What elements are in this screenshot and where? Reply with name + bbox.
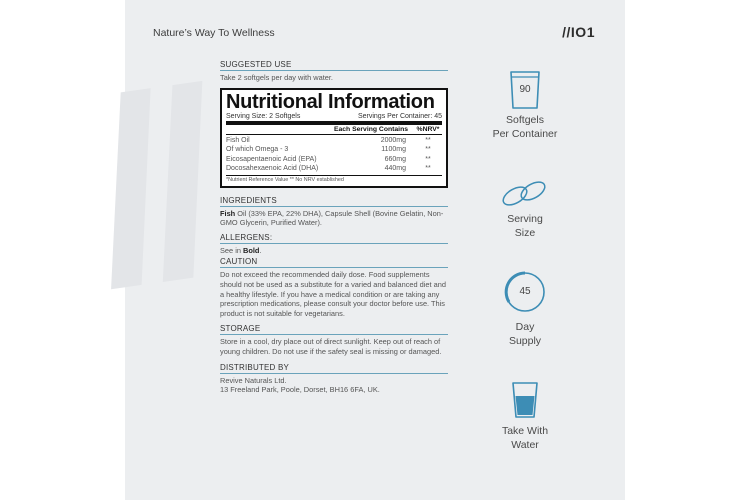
nrv-column-header: %NRV* (416, 125, 440, 133)
distributor-name: Revive Naturals Ltd. (220, 375, 287, 385)
caution-text: Do not exceed the recommended daily dose. Food supplements should not be used as a substitute for a varied and balanced diet and a healthy lifestyle. If you have a medical condition or are taking any prescription medications, please consult your doctor before use. This product is not suitable for vegetarians. (220, 270, 446, 318)
amount-column-header: Each Serving Contains (333, 125, 408, 133)
feature-day-supply (470, 270, 580, 348)
ingredients-section (220, 196, 448, 228)
section-title: CAUTION (220, 257, 448, 268)
allergens-bold: Bold (243, 245, 260, 255)
softgel-capsules-icon (500, 178, 550, 208)
section-text: Take 2 softgels per day with water. (220, 73, 333, 82)
background-logo-watermark: // (75, 38, 220, 340)
feature-label: Water (511, 439, 539, 451)
table-row (226, 164, 442, 174)
brand-logo: //IO1 (562, 24, 595, 40)
right-margin (625, 0, 750, 500)
nutrient-nrv: ** (425, 165, 431, 173)
distributor-section (220, 363, 448, 395)
nutrient-nrv: ** (425, 146, 431, 154)
feature-label: Supply (508, 335, 542, 347)
nutrient-name: Fish Oil (226, 136, 250, 144)
feature-label: Per Container (492, 128, 558, 140)
servings-per-container: Servings Per Container: 45 (357, 112, 442, 120)
ingredients-body: Oil (33% EPA, 22% DHA), Capsule Shell (Bovine Gelatin, Non-GMO Glycerin, Purified Water). (220, 208, 444, 228)
nutrition-title: Nutritional Information (226, 90, 435, 113)
suggested-use-section (220, 60, 448, 83)
caution-section (220, 257, 448, 318)
allergen-bold-text: Fish (220, 208, 236, 218)
feature-label: Take With (501, 425, 549, 437)
nutrition-header-row (226, 125, 442, 135)
storage-text: Store in a cool, dry place out of direct sunlight. Keep out of reach of young children. Do not use if the safety seal is missing or damaged. (220, 337, 442, 356)
distributor-address: 13 Freeland Park, Poole, Dorset, BH16 6FA, UK. (220, 385, 380, 395)
table-row (226, 136, 442, 146)
allergens-text (220, 244, 448, 256)
nrv-footnote: *Nutrient Reference Value ** No NRV established (226, 176, 344, 183)
section-title: STORAGE (220, 324, 448, 335)
table-row (226, 145, 442, 155)
nutrient-amount: 1100mg (381, 146, 406, 154)
nutrition-panel (220, 88, 448, 188)
section-title: SUGGESTED USE (220, 60, 448, 71)
nutrient-name: Of which Omega - 3 (226, 146, 289, 154)
softgel-count: 90 (519, 84, 531, 95)
serving-size: Serving Size: 2 Softgels (226, 112, 301, 120)
feature-serving-size (470, 178, 580, 240)
feature-softgels-per-container (470, 68, 580, 141)
feature-label: Day (515, 321, 535, 333)
nutrient-amount: 440mg (384, 165, 406, 173)
ingredients-text (220, 207, 448, 228)
brand-tagline: Nature’s Way To Wellness (153, 27, 275, 39)
table-row (226, 155, 442, 165)
nutrient-nrv: ** (425, 155, 431, 163)
storage-section (220, 324, 448, 356)
info-panel (75, 0, 625, 500)
water-glass-icon (510, 380, 540, 420)
allergens-prefix: See in (220, 245, 244, 255)
label-content (220, 60, 448, 395)
section-title: DISTRIBUTED BY (220, 363, 448, 374)
nutrient-name: Eicosapentaenoic Acid (EPA) (226, 155, 317, 163)
supply-days: 45 (519, 286, 531, 297)
nutrient-name: Docosahexaenoic Acid (DHA) (226, 165, 319, 173)
feature-label: Serving (507, 213, 543, 225)
allergens-section (220, 233, 448, 256)
section-title: INGREDIENTS (220, 196, 448, 207)
allergens-suffix: . (259, 245, 262, 255)
feature-take-with-water (470, 380, 580, 452)
serving-info (226, 113, 442, 125)
nutrient-amount: 660mg (384, 155, 406, 163)
feature-label: Softgels (506, 114, 544, 126)
section-title: ALLERGENS: (220, 233, 448, 244)
feature-label: Size (514, 227, 536, 239)
nutrient-amount: 2000mg (380, 136, 406, 144)
nutrient-nrv: ** (425, 136, 431, 144)
nutrition-rows (226, 135, 442, 176)
